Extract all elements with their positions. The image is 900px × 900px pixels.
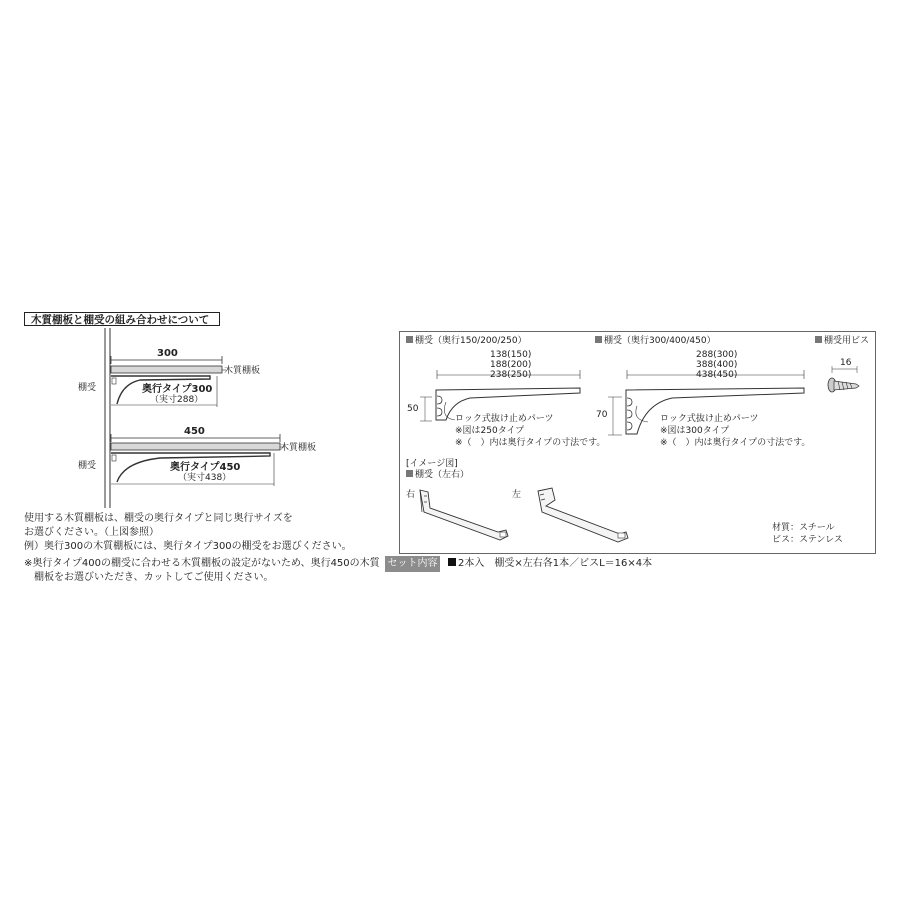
note-line-5: 棚板をお選びいただき、カットしてご使用ください。 xyxy=(24,572,274,583)
group2-dim-2: 388(400) xyxy=(696,360,738,370)
group1-dim-3: 238(250) xyxy=(490,370,532,380)
shelf2-actual: （実寸438） xyxy=(178,473,232,483)
shelf2-width: 450 xyxy=(184,426,205,437)
group2-fig-note: ※図は300タイプ xyxy=(660,426,730,436)
note-line-3: 例）奥行300の木質棚板には、奥行タイプ300の棚受をお選びください。 xyxy=(24,541,352,552)
shelf1-board-label: 木質棚板 xyxy=(224,366,261,376)
note-line-2: お選びください。（上図参照） xyxy=(24,527,159,538)
group2-height: 70 xyxy=(596,410,608,420)
set-contents-label: セット内容 xyxy=(385,556,440,572)
screw-title: 棚受用ビス xyxy=(815,336,869,346)
group1-dim-2: 188(200) xyxy=(490,360,532,370)
shelf2-board-label: 木質棚板 xyxy=(280,443,317,453)
set-contents: 2本入 棚受×左右各1本／ビスL＝16×4本 xyxy=(448,558,652,570)
screw-size: 16 xyxy=(840,358,852,368)
material-steel: 材質：スチール xyxy=(772,523,835,533)
image-title: 棚受（左右） xyxy=(406,470,469,480)
note-line-4: ※奥行タイプ400の棚受に合わせる木質棚板の設定がないため、奥行450の木質 xyxy=(24,558,380,569)
right-bracket-label: 右 xyxy=(406,490,416,500)
image-caption: [イメージ図] xyxy=(406,459,458,469)
group2-dim-1: 288(300) xyxy=(696,350,738,360)
group2-paren-note: ※（ ）内は奥行タイプの寸法です。 xyxy=(660,438,811,448)
group1-title: 棚受（奥行150/200/250） xyxy=(406,336,527,346)
left-bracket-label: 左 xyxy=(512,490,522,500)
shelf1-bracket-label: 棚受 xyxy=(78,383,97,393)
group1-paren-note: ※（ ）内は奥行タイプの寸法です。 xyxy=(455,438,606,448)
shelf2-bracket-label: 棚受 xyxy=(78,461,97,471)
group2-dim-3: 438(450) xyxy=(696,370,738,380)
group2-title: 棚受（奥行300/400/450） xyxy=(595,336,716,346)
material-screw: ビス：ステンレス xyxy=(772,535,843,545)
section-title: 木質棚板と棚受の組み合わせについて xyxy=(24,312,220,326)
group1-height: 50 xyxy=(407,404,419,414)
group2-lock: ロック式抜け止めパーツ xyxy=(660,414,759,424)
group1-dim-1: 138(150) xyxy=(490,350,532,360)
group1-lock: ロック式抜け止めパーツ xyxy=(455,414,554,424)
shelf1-actual: （実寸288） xyxy=(150,395,204,405)
shelf1-width: 300 xyxy=(157,348,178,359)
note-line-1: 使用する木質棚板は、棚受の奥行タイプと同じ奥行サイズを xyxy=(24,513,293,524)
shelf1-type-label: 奥行タイプ300 xyxy=(142,384,213,395)
shelf2-type-label: 奥行タイプ450 xyxy=(170,462,241,473)
group1-fig-note: ※図は250タイプ xyxy=(455,426,525,436)
